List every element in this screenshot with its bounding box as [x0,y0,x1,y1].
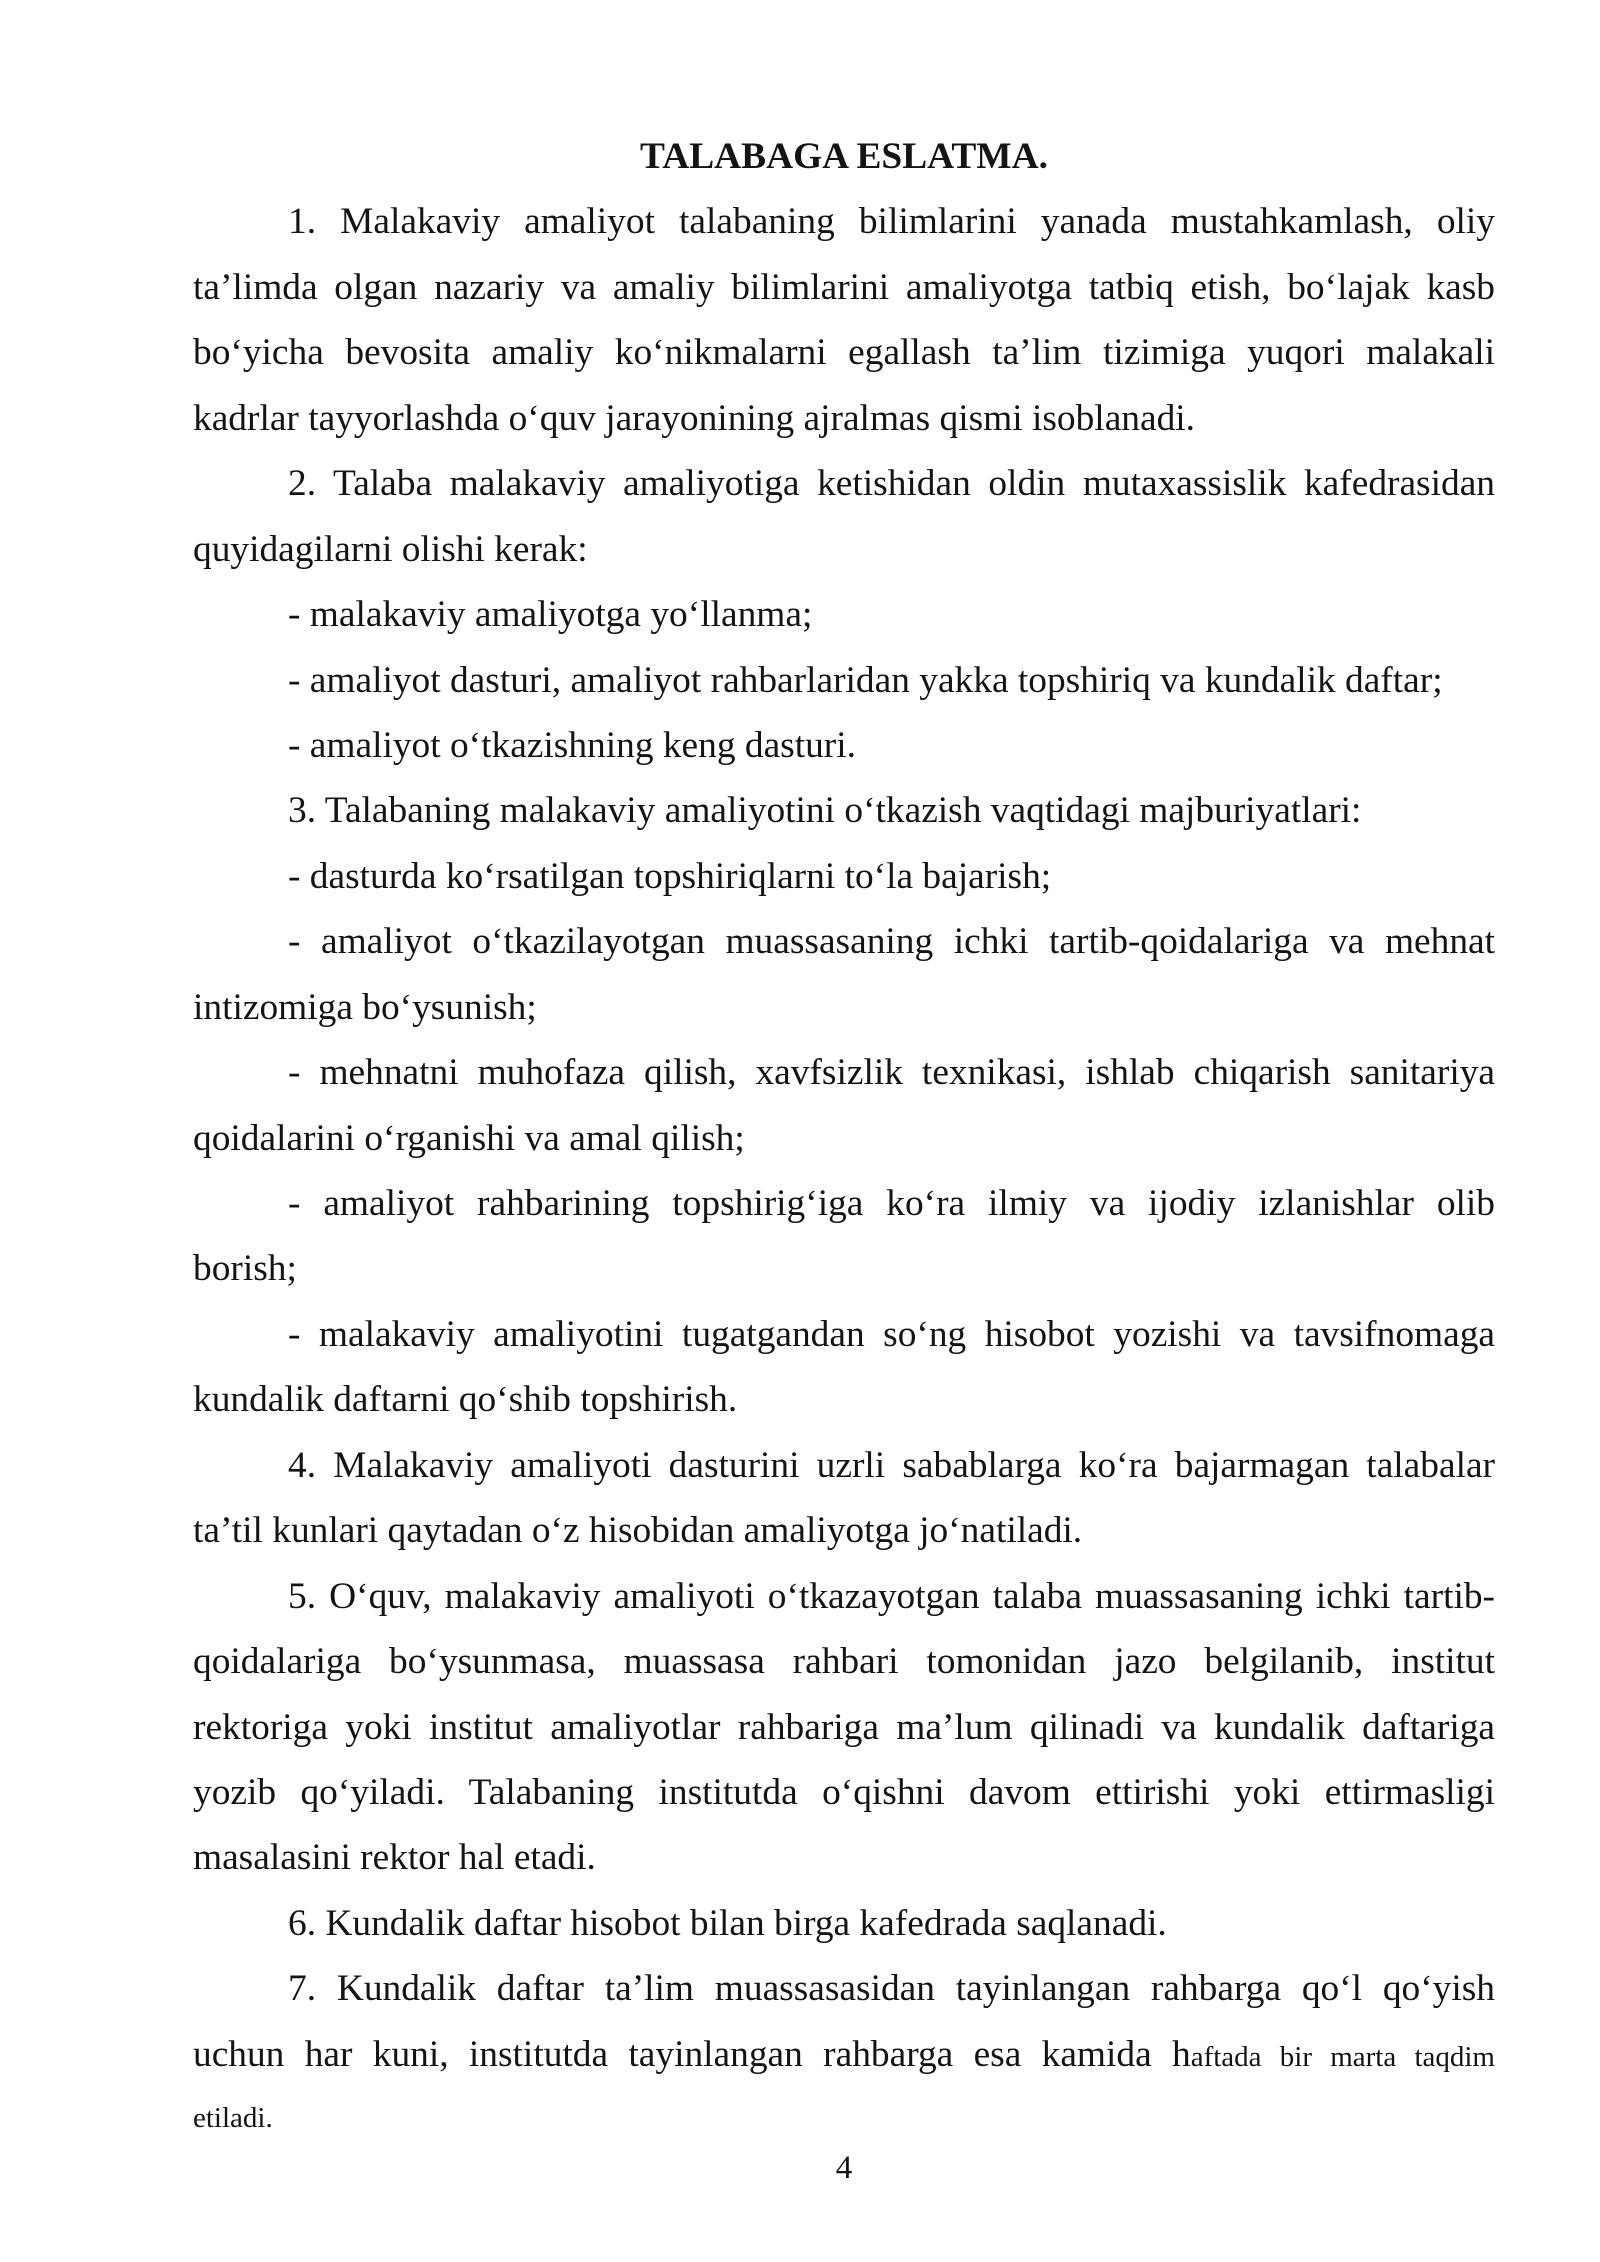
obligations-list-item [193,1040,1495,1171]
paragraph-item-1 [193,189,1495,451]
small-line-text: etiladi. [193,2102,273,2135]
text-line [193,2087,1495,2145]
text-line: 7. Kundalik daftar ta’lim muassasasidan tayinlangan rahbarga qo‘l qo‘yish [288,1968,1495,2010]
text-line: ta’limda olgan nazariy va amaliy bilimlarini amaliyotga tatbiq etish, bo‘lajak kasb [193,266,1495,308]
text-line: 3. Talabaning malakaviy amaliyotini o‘tkazish vaqtidagi majburiyatlari: [288,790,1362,832]
required-documents-list-item [193,582,1495,647]
required-documents-list-item [193,648,1495,713]
text-line: rektoriga yoki institut amaliyotlar rahbariga ma’lum qilinadi va kundalik daftariga [193,1706,1495,1748]
text-line: 4. Malakaviy amaliyoti dasturini uzrli sabablarga ko‘ra bajarmagan talabalar [288,1444,1495,1486]
text-line: 1. Malakaviy amaliyot talabaning bilimlarini yanada mustahkamlash, oliy [288,201,1495,243]
text-line: - amaliyot o‘tkazishning keng dasturi. [288,724,856,766]
line-text: uchun har kuni, institutda tayinlangan rahbarga esa kamida h [193,2033,1191,2075]
text-line: yozib qo‘yiladi. Talabaning institutda o‘qishni davom ettirishi yoki ettirmasligi [193,1771,1495,1813]
paragraph-item-7 [193,1956,1495,2145]
text-line: - amaliyot o‘tkazilayotgan muassasaning ichki tartib-qoidalariga va mehnat [288,921,1495,963]
paragraph-item-3 [193,778,1495,843]
text-line [193,2022,1495,2087]
paragraph-item-4 [193,1433,1495,1564]
paragraph-item-5 [193,1564,1495,1891]
text-line: intizomiga bo‘ysunish; [193,986,537,1028]
obligations-list-item [193,909,1495,1040]
paragraph-item-2 [193,451,1495,582]
obligations-list-item [193,844,1495,909]
text-line: kadrlar tayyorlashda o‘quv jarayonining ajralmas qismi isoblanadi. [193,397,1196,439]
page-number: 4 [835,2150,853,2186]
text-line: - dasturda ko‘rsatilgan topshiriqlarni to‘la bajarish; [288,855,1052,897]
text-line: kundalik daftarni qo‘shib topshirish. [193,1379,738,1421]
text-line: borish; [193,1248,297,1290]
small-line-text: aftada bir marta taqdim [1190,2040,1495,2073]
obligations-list-item [193,1171,1495,1302]
text-line: 6. Kundalik daftar hisobot bilan birga kafedrada saqlanadi. [288,1902,1167,1944]
document-page [193,124,1495,2145]
paragraph-item-6 [193,1891,1495,1956]
page-title: TALABAGA ESLATMA. [640,136,1048,177]
text-line: qoidalarini o‘rganishi va amal qilish; [193,1117,745,1159]
text-line: - amaliyot rahbarining topshirig‘iga ko‘ra ilmiy va ijodiy izlanishlar olib [288,1183,1495,1224]
required-documents-list-item [193,713,1495,778]
text-line: - amaliyot dasturi, amaliyot rahbarlaridan yakka topshiriq va kundalik daftar; [288,659,1443,701]
obligations-list-item [193,1302,1495,1433]
text-line: bo‘yicha bevosita amaliy ko‘nikmalarni egallash ta’lim tizimiga yuqori malakali [193,332,1495,374]
text-line: quyidagilarni olishi kerak: [193,528,588,570]
text-line: 5. O‘quv, malakaviy amaliyoti o‘tkazayotgan talaba muassasaning ichki tartib- [288,1575,1495,1617]
text-line: - malakaviy amaliyotga yo‘llanma; [288,594,813,636]
text-line: masalasini rektor hal etadi. [193,1837,596,1879]
text-line: ta’til kunlari qaytadan o‘z hisobidan amaliyotga jo‘natiladi. [193,1510,1083,1552]
text-line: qoidalariga bo‘ysunmasa, muassasa rahbari tomonidan jazo belgilanib, institut [193,1641,1495,1683]
text-line: - malakaviy amaliyotini tugatgandan so‘ng hisobot yozishi va tavsifnomaga [288,1313,1495,1355]
text-line: - mehnatni muhofaza qilish, xavfsizlik texnikasi, ishlab chiqarish sanitariya [288,1052,1495,1094]
text-line: 2. Talaba malakaviy amaliyotiga ketishidan oldin mutaxassislik kafedrasidan [288,463,1495,505]
